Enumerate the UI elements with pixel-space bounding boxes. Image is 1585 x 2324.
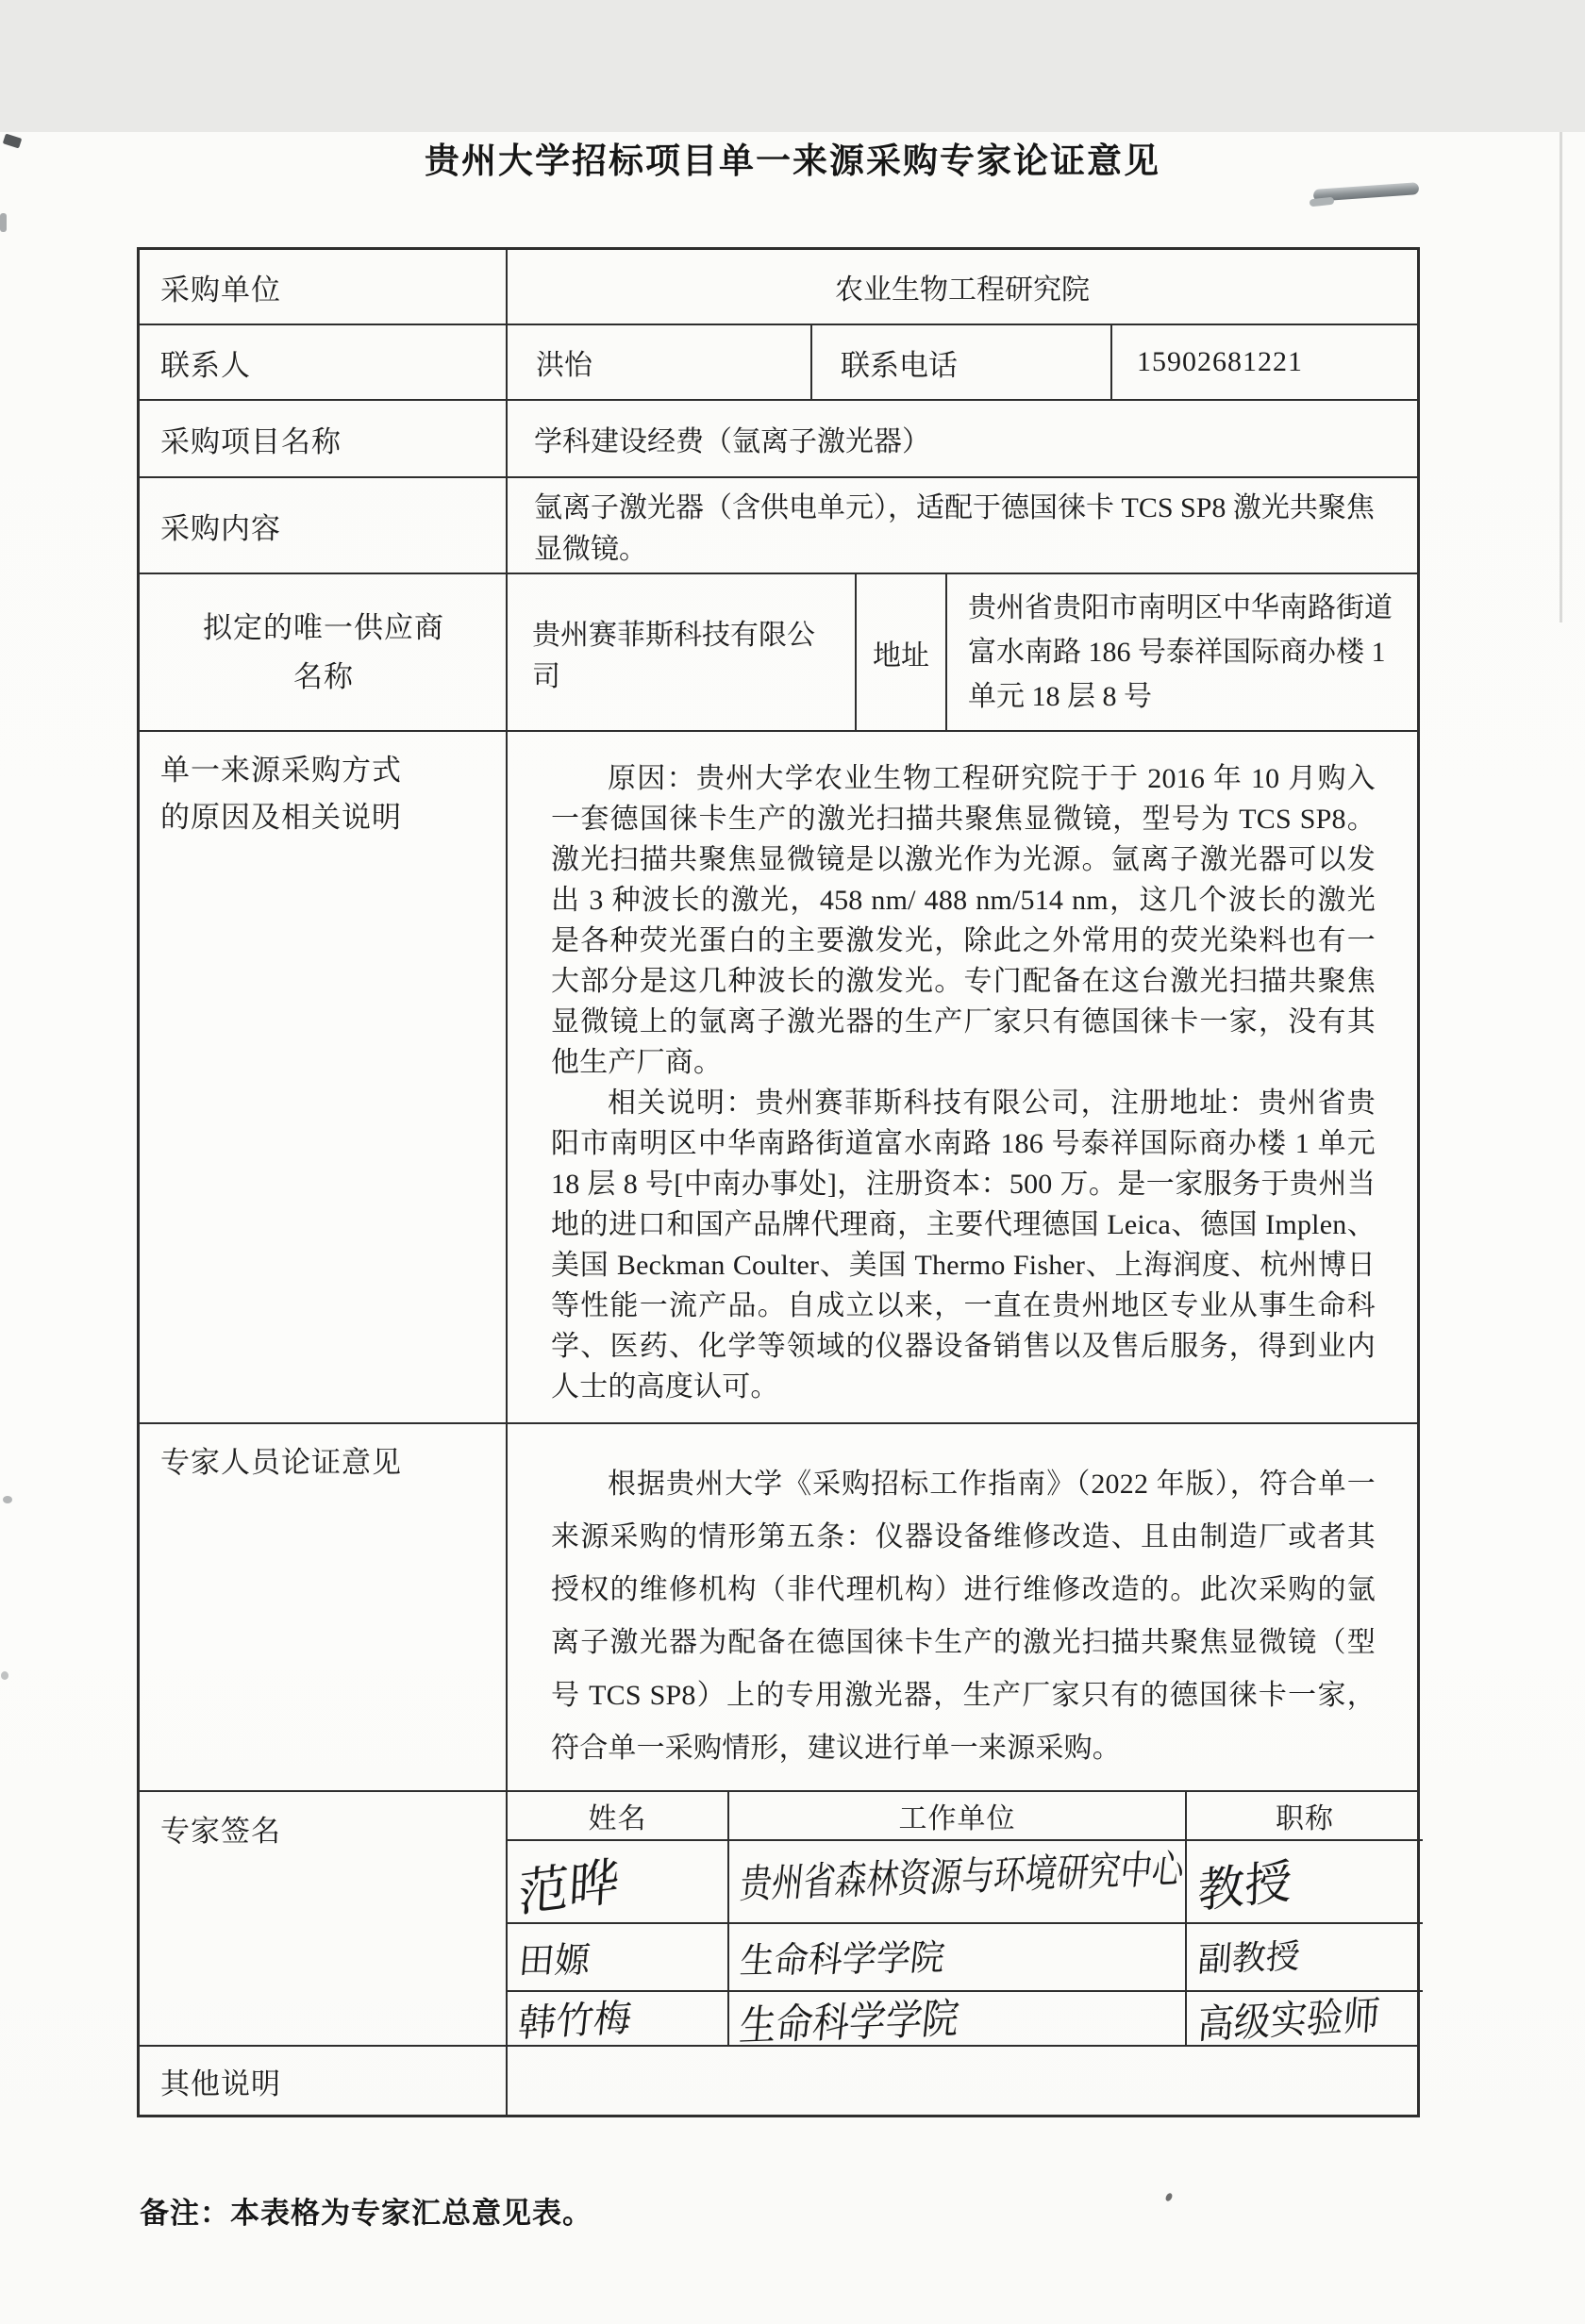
contact-phone-value: 15902681221 — [1137, 346, 1303, 377]
other-notes-label: 其他说明 — [140, 2047, 508, 2115]
other-notes-value — [508, 2047, 1417, 2115]
signature-title-handwritten — [1187, 1991, 1423, 2049]
purchasing-unit-label: 采购单位 — [140, 250, 508, 324]
row-project-name — [140, 401, 1417, 478]
handwriting: 生命科学学院 — [738, 1935, 947, 1982]
row-purchasing-unit — [140, 250, 1417, 325]
contact-label: 联系人 — [140, 325, 508, 399]
row-other-notes — [140, 2047, 1417, 2115]
scan-speck — [3, 1496, 12, 1503]
reason-paragraphs — [526, 747, 1398, 1417]
row-expert-opinion — [140, 1424, 1417, 1792]
signature-unit-handwritten — [729, 1841, 1187, 1922]
handwriting: 韩竹梅 — [515, 1996, 634, 2046]
contact-phone-label: 联系电话 — [812, 325, 1112, 399]
reason-paragraph-1: 原因：贵州大学农业生物工程研究院于于 2016 年 10 月购入一套德国徕卡生产的激光扫描共聚焦显微镜，型号为 TCS SP8。激光扫描共聚焦显微镜是以激光作为光源。氩离子激光器可以发出 3 种波长的激光，458 nm/ 488 nm/514 nm，这几个波长的激光是各种荧光蛋白的主要激发光，除此之外常用的荧光染料也有一大部分是这几种波长的激发光。专门配备在这台激光扫描共聚焦显微镜上的氩离子激光器的生产厂家只有德国徕卡一家，没有其他生产厂商。 — [551, 763, 1376, 1078]
signature-title-handwritten — [1187, 1841, 1423, 1922]
handwriting: 教授 — [1196, 1853, 1293, 1919]
scan-artifact-hook — [1310, 197, 1335, 208]
row-expert-signature — [140, 1792, 1417, 2051]
project-name-label: 采购项目名称 — [140, 401, 508, 476]
signature-header-row — [508, 1792, 1423, 1841]
reason-label-text: 单一来源采购方式的原因及相关说明 — [160, 754, 402, 834]
row-purchase-content — [140, 478, 1417, 574]
handwriting: 副教授 — [1196, 1936, 1302, 1980]
footer-note: 备注：本表格为专家汇总意见表。 — [140, 2197, 592, 2230]
row-contact — [140, 325, 1417, 401]
supplier-address-label: 地址 — [857, 574, 947, 730]
expert-opinion-label-text: 专家人员论证意见 — [160, 1446, 402, 1479]
scan-speck — [1, 1671, 8, 1680]
sole-supplier-label-text: 拟定的唯一供应商名称 — [203, 610, 444, 693]
scan-speck — [0, 213, 7, 232]
signature-subtable — [508, 1792, 1423, 2051]
expert-opinion-label — [140, 1424, 508, 1790]
signature-unit-handwritten — [729, 1992, 1187, 2051]
handwriting: 高级实验师 — [1195, 1991, 1382, 2049]
sole-supplier-label — [140, 574, 508, 730]
signature-title-handwritten — [1187, 1924, 1423, 1990]
signature-col-name: 姓名 — [508, 1792, 729, 1839]
signature-name-handwritten — [508, 1841, 729, 1922]
signature-col-unit: 工作单位 — [729, 1792, 1187, 1839]
signature-name-handwritten — [508, 1992, 729, 2045]
signature-unit-handwritten — [729, 1924, 1187, 1990]
project-name-value: 学科建设经费（氩离子激光器） — [534, 426, 930, 457]
purchase-content-value: 氩离子激光器（含供电单元），适配于德国徕卡 TCS SP8 激光共聚焦显微镜。 — [534, 492, 1375, 565]
row-reason — [140, 732, 1417, 1424]
signature-col-title: 职称 — [1276, 1803, 1334, 1834]
document-page — [0, 132, 1585, 2324]
reason-cell — [508, 732, 1417, 1422]
signature-row — [508, 1841, 1423, 1924]
contact-name-value: 洪怡 — [508, 325, 812, 399]
signature-name-handwritten — [508, 1924, 729, 1990]
expert-opinion-cell — [508, 1424, 1417, 1790]
expert-opinion-paragraphs — [526, 1439, 1398, 1784]
purchasing-unit-value: 农业生物工程研究院 — [835, 274, 1090, 306]
purchase-content-label: 采购内容 — [140, 478, 508, 573]
scan-edge-shadow — [1560, 132, 1562, 622]
form-table — [137, 247, 1420, 2117]
expert-signature-label: 专家签名 — [140, 1792, 508, 2045]
row-sole-supplier — [140, 574, 1417, 732]
page-title: 贵州大学招标项目单一来源采购专家论证意见 — [425, 141, 1160, 180]
handwriting: 生命科学学院 — [737, 1994, 961, 2051]
reason-label — [140, 732, 508, 1422]
expert-opinion-paragraph: 根据贵州大学《采购招标工作指南》（2022 年版），符合单一来源采购的情形第五条：仪器设备维修改造、且由制造厂或者其授权的维修机构（非代理机构）进行维修改造的。此次采购的氩离子激光器为配备在德国徕卡生产的激光扫描共聚焦显微镜（型号 TCS SP8）上的专用激光器，生产厂家只有的德国徕卡一家，符合单一采购情形，建议进行单一来源采购。 — [551, 1469, 1376, 1764]
handwriting: 田嫄 — [516, 1938, 592, 1982]
signature-row — [508, 1991, 1423, 2051]
handwriting: 贵州省森林资源与环境研究中心 — [738, 1845, 1187, 1908]
sole-supplier-name: 贵州赛菲斯科技有限公司 — [508, 574, 857, 730]
supplier-address-value: 贵州省贵阳市南明区中华南路街道富水南路 186 号泰祥国际商办楼 1 单元 18 层 8 号 — [968, 592, 1393, 712]
signature-row — [508, 1924, 1423, 1992]
handwriting: 范晔 — [516, 1851, 622, 1924]
reason-paragraph-2: 相关说明：贵州赛菲斯科技有限公司，注册地址：贵州省贵阳市南明区中华南路街道富水南路 186 号泰祥国际商办楼 1 单元 18 层 8 号[中南办事处]，注册资本：500 万。是一家服务于贵州当地的进口和国产品牌代理商，主要代理德国 Leica、德国 Implen、美国 Beckman Coulter、美国 Thermo Fisher、上海润度、杭州博日等性能一流产品。自成立以来，一直在贵州地区专业从事生命科学、医药、化学等领域的仪器设备销售以及售后服务，得到业内人士的高度认可。 — [551, 1087, 1376, 1403]
